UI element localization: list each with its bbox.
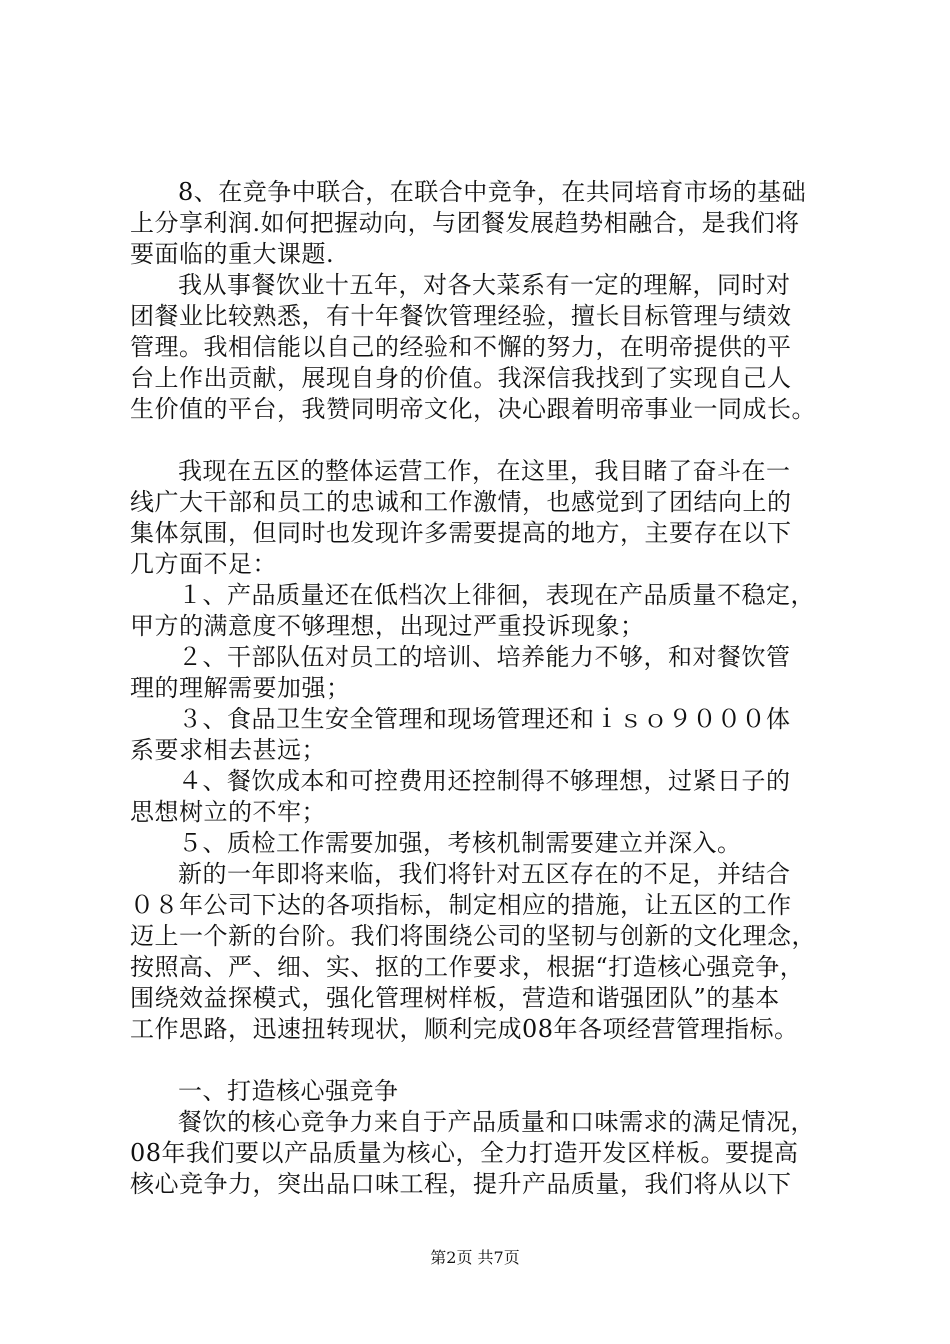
list-item-line: ４、餐饮成本和可控费用还控制得不够理想，过紧日子的 bbox=[178, 767, 791, 795]
text-line: 我现在五区的整体运营工作，在这里，我目睹了奋斗在一 bbox=[178, 457, 791, 485]
text-line: 围绕效益探模式，强化管理树样板，营造和谐强团队”的基本 bbox=[130, 984, 780, 1012]
text-line: 08年我们要以产品质量为核心，全力打造开发区样板。要提高 bbox=[130, 1139, 799, 1167]
text-line: 按照高、严、细、实、抠的工作要求，根据“打造核心强竞争， bbox=[130, 953, 805, 981]
list-item-line: 理的理解需要加强； bbox=[130, 674, 351, 702]
text-line: 几方面不足： bbox=[130, 550, 277, 578]
text-line: 8、在竞争中联合，在联合中竞争，在共同培育市场的基础 bbox=[178, 178, 807, 206]
list-item-line: 系要求相去甚远； bbox=[130, 736, 326, 764]
page-number-footer: 第2页 共7页 bbox=[430, 1248, 520, 1267]
text-line: 迈上一个新的台阶。我们将围绕公司的坚韧与创新的文化理念， bbox=[130, 922, 816, 950]
list-item-line: 思想树立的不牢； bbox=[130, 798, 326, 826]
text-line: 台上作出贡献，展现自身的价值。我深信我找到了实现自己人 bbox=[130, 364, 792, 392]
list-item-line: ５、质检工作需要加强，考核机制需要建立并深入。 bbox=[178, 829, 742, 857]
paragraph-gap bbox=[130, 1045, 830, 1076]
document-body bbox=[130, 177, 830, 1200]
text-line: 集体氛围，但同时也发现许多需要提高的地方，主要存在以下 bbox=[130, 519, 792, 547]
text-line: ０８年公司下达的各项指标，制定相应的措施，让五区的工作 bbox=[130, 891, 792, 919]
list-item-line: ３、食品卫生安全管理和现场管理还和ｉｓｏ９０００体 bbox=[178, 705, 791, 733]
list-item-line: １、产品质量还在低档次上徘徊，表现在产品质量不稳定， bbox=[178, 581, 815, 609]
text-line: 新的一年即将来临，我们将针对五区存在的不足，并结合 bbox=[178, 860, 791, 888]
text-line: 我从事餐饮业十五年，对各大菜系有一定的理解，同时对 bbox=[178, 271, 791, 299]
text-line: 管理。我相信能以自己的经验和不懈的努力，在明帝提供的平 bbox=[130, 333, 792, 361]
text-line: 上分享利润.如何把握动向，与团餐发展趋势相融合，是我们将 bbox=[130, 209, 800, 237]
text-line: 线广大干部和员工的忠诚和工作激情，也感觉到了团结向上的 bbox=[130, 488, 792, 516]
paragraph-gap bbox=[130, 425, 830, 456]
list-item-line: 甲方的满意度不够理想，出现过严重投诉现象； bbox=[130, 612, 645, 640]
text-line: 团餐业比较熟悉，有十年餐饮管理经验，擅长目标管理与绩效 bbox=[130, 302, 792, 330]
text-line: 工作思路，迅速扭转现状，顺利完成08年各项经营管理指标。 bbox=[130, 1015, 799, 1043]
list-item-line: ２、干部队伍对员工的培训、培养能力不够，和对餐饮管 bbox=[178, 643, 791, 671]
text-line: 核心竞争力，突出品口味工程，提升产品质量，我们将从以下 bbox=[130, 1170, 792, 1198]
text-line: 餐饮的核心竞争力来自于产品质量和口味需求的满足情况， bbox=[178, 1108, 815, 1136]
text-line: 要面临的重大课题. bbox=[130, 240, 335, 268]
text-line: 生价值的平台，我赞同明帝文化，决心跟着明帝事业一同成长。 bbox=[130, 395, 816, 423]
section-heading: 一、打造核心强竞争 bbox=[178, 1077, 399, 1105]
